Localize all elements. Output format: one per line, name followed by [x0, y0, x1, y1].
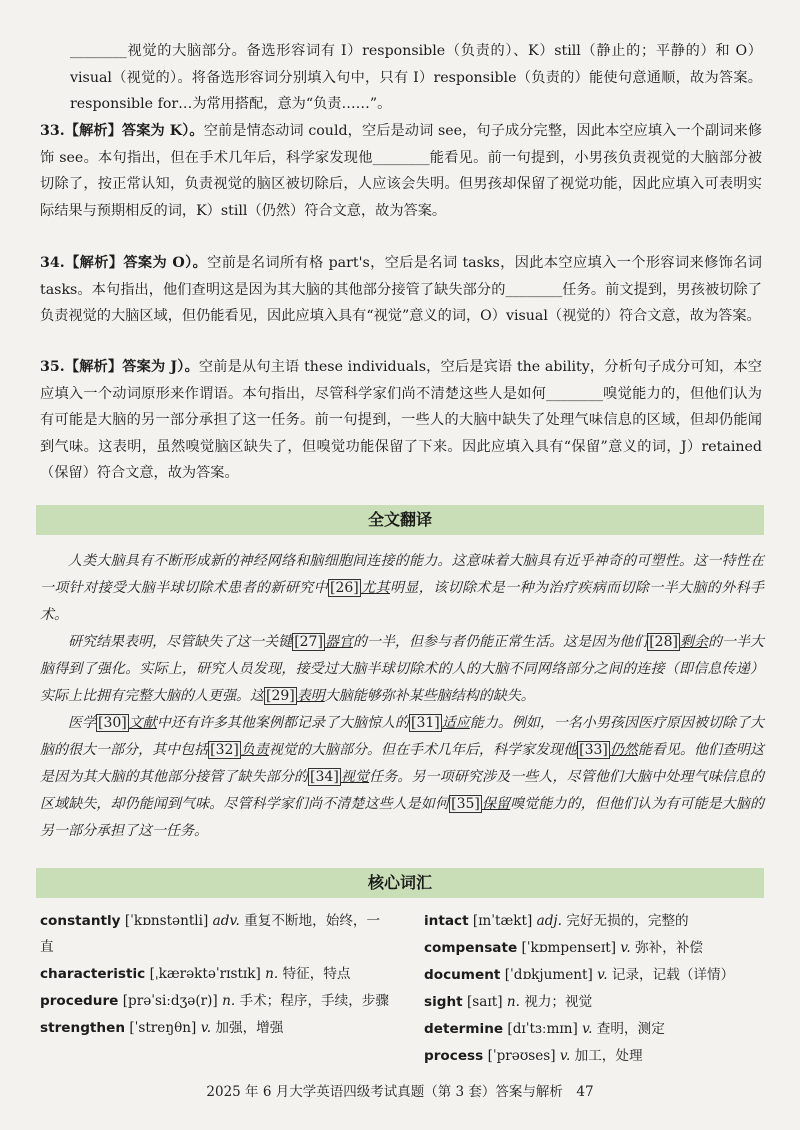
answer-label: 【解析】答案为 K）。 — [64, 123, 204, 139]
blank-number: [30] — [98, 715, 127, 731]
translation-text: 明显，该切除术是一种为治疗疾病而切除一半大脑的外科手术。 — [40, 580, 765, 623]
translation-text: 的一半大脑得到了强化。实际上，研究人员发现，接受过大脑半球切除术的人的大脑不同网络部分之间的连接（即信息传递）实际上比拥有完整大脑的人更强。这 — [40, 634, 765, 704]
vocab-entry — [40, 961, 392, 987]
answer-word: 尤其 — [360, 580, 390, 596]
vocab-definition: 记录，记载（详情） — [611, 967, 735, 983]
vocab-pos: n. — [506, 994, 520, 1010]
vocab-definition: 查明，测定 — [596, 1021, 665, 1037]
vocab-word: compensate — [424, 940, 518, 956]
vocab-entry — [424, 1016, 764, 1042]
vocab-pos: v. — [200, 1020, 212, 1036]
vocab-list — [40, 908, 764, 1070]
vocab-pos: v. — [582, 1021, 593, 1037]
answer-word: 适应 — [441, 715, 470, 731]
vocab-pos: adj. — [536, 913, 562, 929]
vocab-entry — [424, 989, 764, 1015]
vocab-entry — [424, 962, 764, 988]
vocab-entry — [40, 988, 392, 1014]
vocab-definition: 视力；视觉 — [524, 994, 593, 1010]
blank-number: [28] — [649, 634, 678, 650]
translation-paragraph — [40, 548, 764, 629]
vocab-pos: v. — [597, 967, 608, 983]
answer-number: 34. — [40, 255, 65, 271]
page-footer: 2025 年 6 月大学英语四级考试真题（第 3 套）答案与解析 47 — [206, 1084, 594, 1100]
vocab-word: intact — [424, 913, 469, 929]
answer-34 — [40, 250, 762, 330]
vocab-ipa: [ˈstreŋθn] — [129, 1020, 197, 1036]
translation-text: 任务。另一项研究涉及一些人，尽管他们大脑中处理气味信息的区域缺失，却仍能闻到气味。尽管科学家们尚不清楚这些人是如何 — [40, 769, 765, 812]
vocab-definition: 弥补，补偿 — [635, 940, 704, 956]
translation-paragraph — [40, 629, 764, 710]
vocab-word: strengthen — [40, 1020, 125, 1036]
translation-text: 医学 — [68, 715, 97, 731]
section-title-vocab: 核心词汇 — [367, 873, 432, 892]
answer-label: 【解析】答案为 J）。 — [64, 359, 199, 375]
translation-text: 大脑能够弥补某些脑结构的缺失。 — [324, 688, 535, 704]
vocab-ipa: [ˈkɒnstəntli] — [124, 913, 209, 929]
translation-text: 视觉的大脑部分。但在手术几年后，科学家发现他 — [268, 742, 578, 758]
vocab-word: characteristic — [40, 966, 146, 982]
blank-number: [31] — [411, 715, 440, 731]
answer-word: 文献 — [128, 715, 157, 731]
vocab-entry — [40, 908, 392, 960]
answer-text: 空前是名词所有格 part's，空后是名词 tasks，因此本空应填入一个形容词来修饰名词 tasks。本句指出，他们查明这是因为其大脑的其他部分接管了缺失部分的________任务。前文提到，男孩被切除了负责视觉的大脑区域，但仍能看见，因此应填入具有“视觉”意义的词，O）visual（视觉的）符合文意，故为答案。 — [40, 255, 762, 324]
vocab-word: procedure — [40, 993, 119, 1009]
translation-text: 中还有许多其他案例都记录了大脑惊人的 — [156, 715, 410, 731]
blank-number: [32] — [210, 742, 239, 758]
vocab-entry — [40, 1015, 392, 1041]
answer-word: 器官 — [324, 634, 353, 650]
answer-33 — [40, 118, 762, 224]
vocab-definition: 加工，处理 — [574, 1048, 643, 1064]
answer-word: 剩余 — [679, 634, 709, 650]
vocab-ipa: [ɪnˈtækt] — [472, 913, 533, 929]
vocab-ipa: [prəˈsiːdʒə(r)] — [122, 993, 218, 1009]
vocab-ipa: [ˌkærəktəˈrɪstɪk] — [149, 966, 261, 982]
vocab-word: constantly — [40, 913, 121, 929]
vocab-definition: 手术；程序，手续，步骤 — [239, 993, 390, 1009]
vocab-pos: n. — [222, 993, 236, 1009]
vocab-word: process — [424, 1048, 484, 1064]
translation-text: 能力。例如，一名小男孩因医疗原因被切除了大脑的很大一部分，其中包括 — [40, 715, 765, 758]
answer-word: 负责 — [240, 742, 269, 758]
translation-text: 的一半，但参与者仍能正常生活。这是因为他们 — [352, 634, 648, 650]
vocab-ipa: [ˈprəʊses] — [487, 1048, 556, 1064]
vocab-word: sight — [424, 994, 463, 1010]
translation-text: 人类大脑具有不断形成新的神经网络和脑细胞间连接的能力。这意味着大脑具有近乎神奇的可塑性。这一特性在一项针对接受大脑半球切除术患者的新研究中 — [40, 553, 764, 596]
vocab-ipa: [saɪt] — [467, 994, 503, 1010]
answer-text: 空前是从句主语 these individuals，空后是宾语 the ability，分析句子成分可知，本空应填入一个动词原形来作谓语。本句指出，尽管科学家们尚不清楚这些人是如何________嗅觉能力的，但他们认为有可能是大脑的另一部分承担了这一任务。前一句提到，一些人的大脑中缺失了处理气味信息的区域，但却仍能闻到气味。这表明，虽然嗅觉脑区缺失了，但嗅觉功能保留了下来。因此应填入具有“保留”意义的词，J）retained（保留）符合文意，故为答案。 — [40, 359, 762, 481]
vocab-ipa: [ˈdɒkjument] — [504, 967, 593, 983]
vocab-pos: n. — [265, 966, 279, 982]
answer-35 — [40, 354, 762, 487]
answer-continuation — [70, 38, 762, 118]
blank-number: [27] — [294, 634, 323, 650]
answer-text: 空前是情态动词 could，空后是动词 see，句子成分完整，因此本空应填入一个副词来修饰 see。本句指出，但在手术几年后，科学家发现他________能看见。前一句提到，小男孩负责视觉的大脑部分被切除了，按正常认知，负责视觉的脑区被切除后，人应该会失明。但男孩却保留了视觉功能，因此应填入可表明实际结果与预期相反的词，K）still（仍然）符合文意，故为答案。 — [40, 123, 763, 219]
translation-text: 能看见。他们查明这是因为其大脑的其他部分接管了缺失部分的 — [40, 742, 765, 785]
answer-word: 保留 — [481, 796, 511, 812]
answer-word: 表明 — [296, 688, 325, 704]
vocab-pos: v. — [559, 1048, 571, 1064]
answer-number: 35. — [40, 359, 65, 375]
vocab-column-left — [40, 908, 392, 1070]
vocab-entry — [424, 908, 764, 934]
vocab-column-right — [424, 908, 764, 1070]
section-title-translation: 全文翻译 — [367, 510, 432, 529]
vocab-definition: 重复不断地，始终，一直 — [40, 913, 381, 955]
blank-number: [26] — [330, 580, 359, 596]
answer-word: 仍然 — [609, 742, 638, 758]
answer-number: 33. — [40, 123, 65, 139]
vocab-definition: 特征，特点 — [282, 966, 351, 982]
vocab-ipa: [ˈkɒmpenseɪt] — [521, 940, 617, 956]
vocab-entry — [424, 1043, 764, 1069]
translation-body — [40, 548, 764, 845]
vocab-pos: v. — [620, 940, 631, 956]
vocab-word: document — [424, 967, 501, 983]
vocab-ipa: [dɪˈtɜːmɪn] — [507, 1021, 578, 1037]
vocab-pos: adv. — [212, 913, 240, 929]
translation-text: 嗅觉能力的，但他们认为有可能是大脑的另一部分承担了这一任务。 — [40, 796, 765, 839]
blank-number: [35] — [451, 796, 480, 812]
vocab-entry — [424, 935, 764, 961]
answer-word: 视觉 — [340, 769, 370, 785]
vocab-definition: 完好无损的，完整的 — [566, 913, 689, 929]
translation-text: 研究结果表明，尽管缺失了这一关键 — [68, 634, 293, 650]
vocab-word: determine — [424, 1021, 504, 1037]
blank-number: [34] — [310, 769, 339, 785]
vocab-definition: 加强，增强 — [215, 1020, 284, 1036]
translation-paragraph — [40, 710, 764, 845]
blank-number: [33] — [579, 742, 608, 758]
answer-continuation-text: ________视觉的大脑部分。备选形容词有 I）responsible（负责的）、K）still（静止的；平静的）和 O）visual（视觉的）。将备选形容词分别填入句中，只有 I）responsible（负责的）能使句意通顺，故为答案。responsible for…为常用搭配，意为“负责……”。 — [70, 43, 762, 112]
answer-label: 【解析】答案为 O）。 — [64, 255, 208, 271]
blank-number: [29] — [266, 688, 295, 704]
